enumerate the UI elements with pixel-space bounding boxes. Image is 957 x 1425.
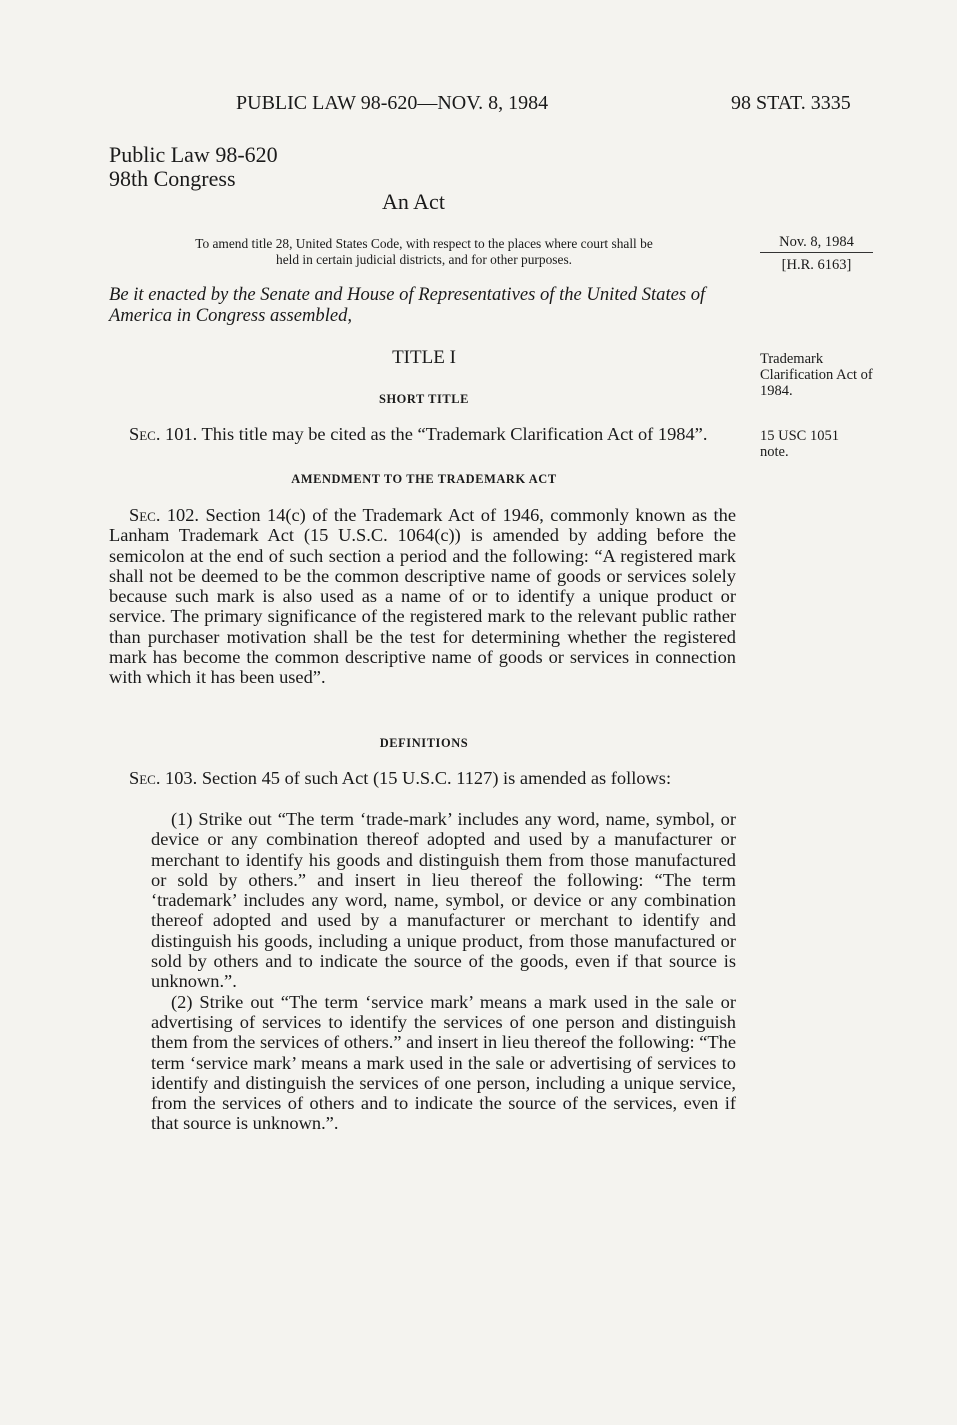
purpose-line-1: To amend title 28, United States Code, with respect to the places where court shall be [195,236,653,251]
title-heading: TITLE I [392,347,456,368]
section-103-item-2: (2) Strike out “The term ‘service mark’ means a mark used in the sale or advertising of services to identify the services of one person and distinguish them from the services of others.” and insert in lieu thereof the following: “The term ‘service mark’ means a mark used in the sale or advertising of services to identify and distinguish the services of one person, including a unique service, from the services of others and to indicate the source of the services, even if that source is unknown.”. [151,991,736,1134]
public-law-number: Public Law 98-620 [109,142,278,167]
short-title-heading: SHORT TITLE [378,392,470,406]
purpose-line-2: held in certain judicial districts, and for other purposes. [276,252,572,267]
section-103-items [151,809,736,1134]
definitions-heading: DEFINITIONS [379,736,469,750]
amendment-heading: AMENDMENT TO THE TRADEMARK ACT [291,472,557,486]
section-103-label: Sec. 103. [129,768,198,788]
running-header-right: 98 STAT. 3335 [731,92,851,114]
margin-note-usc [760,428,839,460]
margin-date: Nov. 8, 1984 [760,234,873,253]
margin-usc-line2: note. [760,444,789,460]
margin-usc-line1: 15 USC 1051 [760,428,839,444]
section-102-label: Sec. 102. [129,505,200,525]
section-103-text: Section 45 of such Act (15 U.S.C. 1127) is amended as follows: [201,768,672,788]
running-header-left: PUBLIC LAW 98-620—NOV. 8, 1984 [236,92,549,114]
section-102 [109,505,736,688]
enacting-clause: Be it enacted by the Senate and House of Representatives of the United States of America in Congress assembled, [109,284,706,326]
purpose-statement [109,236,739,268]
section-101-label: Sec. 101. [129,424,198,444]
section-101-text: This title may be cited as the “Trademark Clarification Act of 1984”. [201,424,708,444]
section-103-item-1: (1) Strike out “The term ‘trade-mark’ includes any word, name, symbol, or device or any combination thereof adopted and used by a manufacturer or merchant to identify his goods and distinguish them from those manufactured or sold by others.” and insert in lieu thereof the following: “The term ‘trademark’ includes any word, name, symbol, or device or any combination thereof adopted and used by a manufacturer or merchant to identify and distinguish his goods, including a unique product, from those manufactured or sold by others and to indicate the source of the goods, even if that source is unknown.”. [151,809,736,992]
section-101 [109,424,736,444]
section-102-text: Section 14(c) of the Trademark Act of 1946, commonly known as the Lanham Trademark Act (15 U.S.C. 1064(c)) is amended by adding before the semicolon at the end of such section a period and the following: “A registered mark shall not be deemed to be the common descriptive name of goods or services solely because such mark is also used as a name of or to identify a unique product or service. The primary significance of the registered mark to the relevant public rather than purchaser motivation shall be the test for determining whether the registered mark has become the common descriptive name of goods or services in connection with which it has been used”. [109,505,737,688]
margin-bill-number: [H.R. 6163] [781,257,852,273]
congress-number: 98th Congress [109,166,236,191]
section-103 [109,768,736,788]
act-title: An Act [382,189,445,214]
margin-note-short-title: Trademark Clarification Act of 1984. [760,351,873,399]
